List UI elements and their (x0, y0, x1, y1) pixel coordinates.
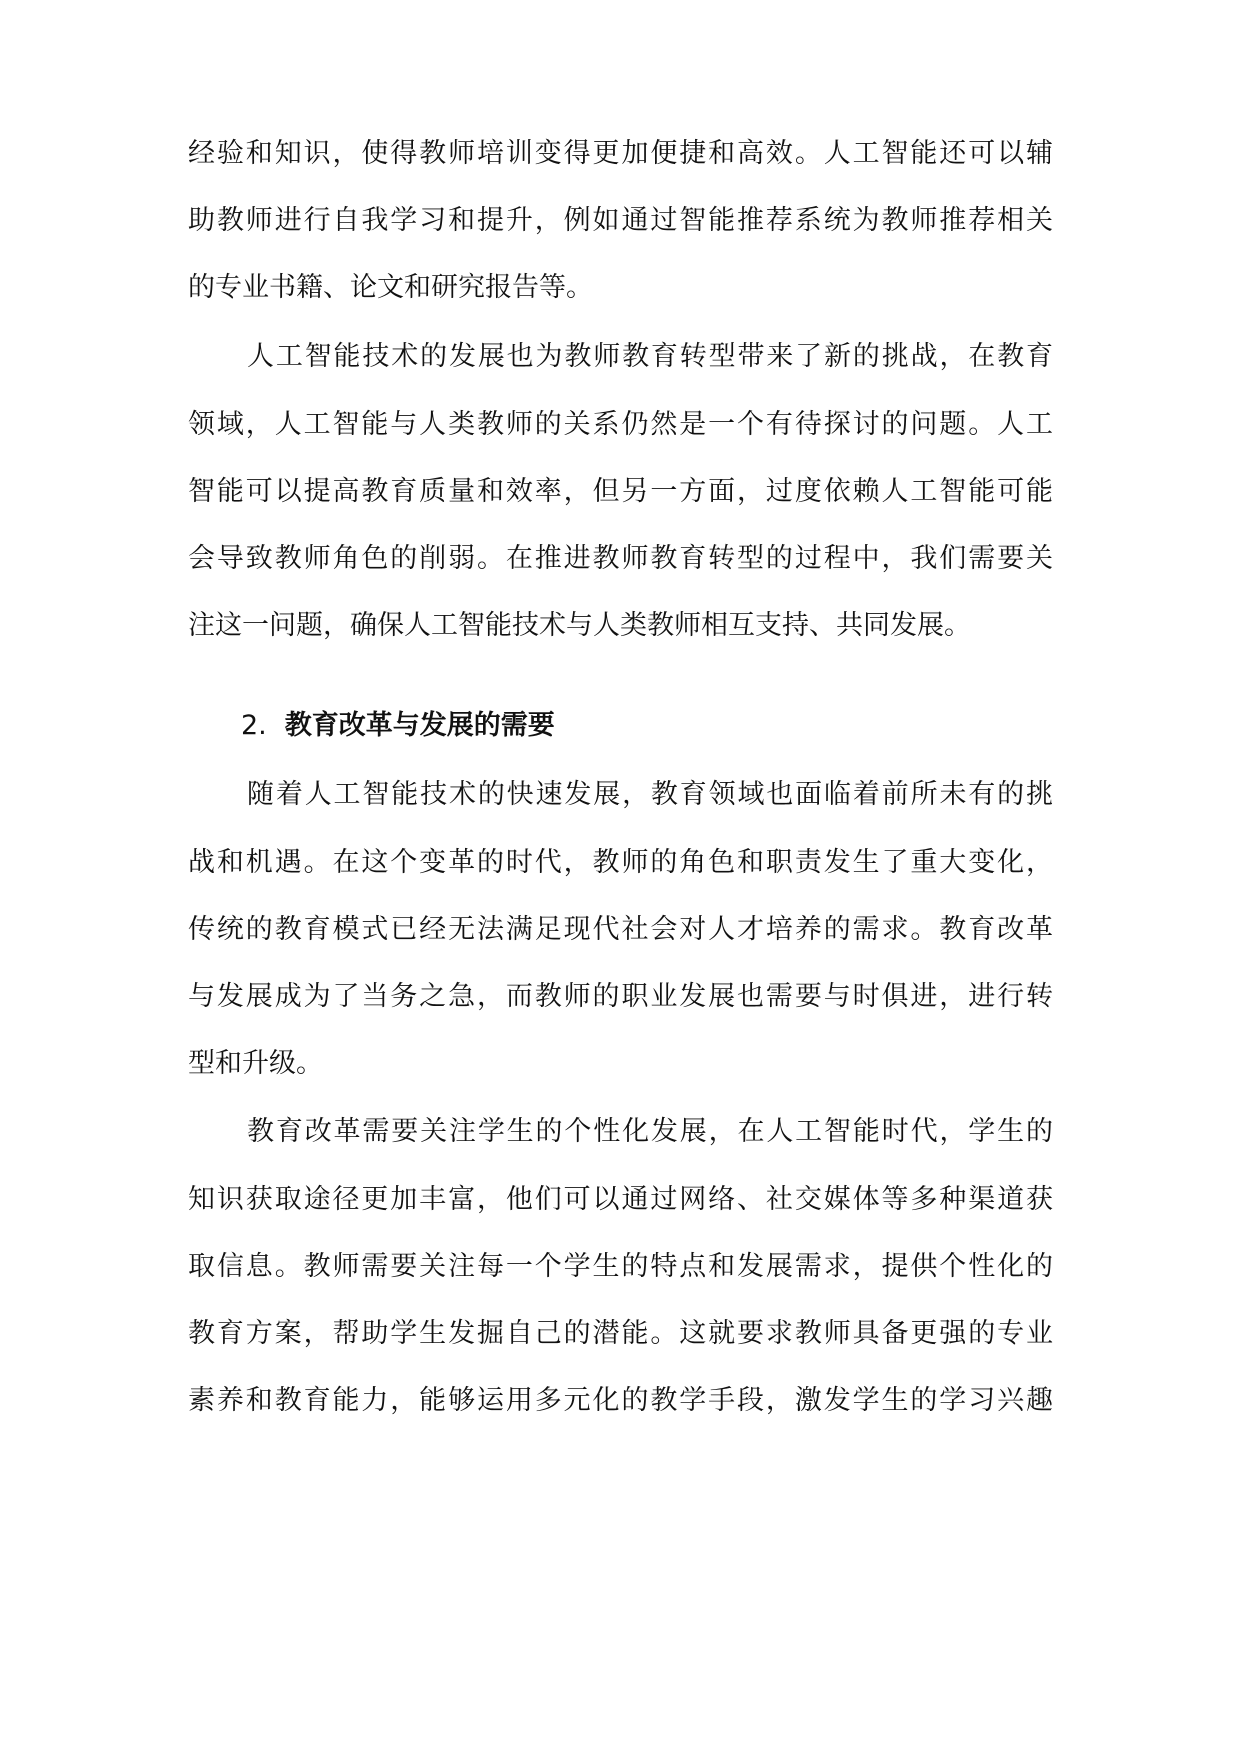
paragraph-1-line-3: 的专业书籍、论文和研究报告等。 (188, 272, 593, 303)
paragraph-1-line-2: 助教师进行自我学习和提升，例如通过智能推荐系统为教师推荐相关 (188, 205, 1053, 236)
paragraph-2-line-3: 智能可以提高教育质量和效率，但另一方面，过度依赖人工智能可能 (188, 476, 1053, 507)
paragraph-4-line-5: 素养和教育能力，能够运用多元化的教学手段，激发学生的学习兴趣 (188, 1385, 1053, 1416)
paragraph-4-line-1: 教育改革需要关注学生的个性化发展，在人工智能时代，学生的 (247, 1116, 1053, 1147)
paragraph-2-line-1: 人工智能技术的发展也为教师教育转型带来了新的挑战，在教育 (247, 341, 1053, 372)
paragraph-2-line-4: 会导致教师角色的削弱。在推进教师教育转型的过程中，我们需要关 (188, 543, 1053, 574)
paragraph-3-line-4: 与发展成为了当务之急，而教师的职业发展也需要与时俱进，进行转 (188, 981, 1053, 1012)
paragraph-4-line-3: 取信息。教师需要关注每一个学生的特点和发展需求，提供个性化的 (188, 1251, 1053, 1282)
section-heading (241, 706, 555, 746)
paragraph-4-line-2: 知识获取途径更加丰富，他们可以通过网络、社交媒体等多种渠道获 (188, 1184, 1053, 1215)
paragraph-3-line-5: 型和升级。 (188, 1048, 323, 1079)
section-number: 2. (241, 710, 267, 741)
paragraph-4-line-4: 教育方案，帮助学生发掘自己的潜能。这就要求教师具备更强的专业 (188, 1318, 1053, 1349)
paragraph-3-line-3: 传统的教育模式已经无法满足现代社会对人才培养的需求。教育改革 (188, 914, 1053, 945)
paragraph-3-line-1: 随着人工智能技术的快速发展，教育领域也面临着前所未有的挑 (247, 779, 1053, 810)
paragraph-2-line-2: 领域，人工智能与人类教师的关系仍然是一个有待探讨的问题。人工 (188, 409, 1053, 440)
paragraph-1-line-1: 经验和知识，使得教师培训变得更加便捷和高效。人工智能还可以辅 (188, 138, 1053, 169)
section-title: 教育改革与发展的需要 (284, 710, 555, 741)
paragraph-3-line-2: 战和机遇。在这个变革的时代，教师的角色和职责发生了重大变化， (188, 847, 1053, 878)
paragraph-2-line-5: 注这一问题，确保人工智能技术与人类教师相互支持、共同发展。 (188, 610, 971, 641)
